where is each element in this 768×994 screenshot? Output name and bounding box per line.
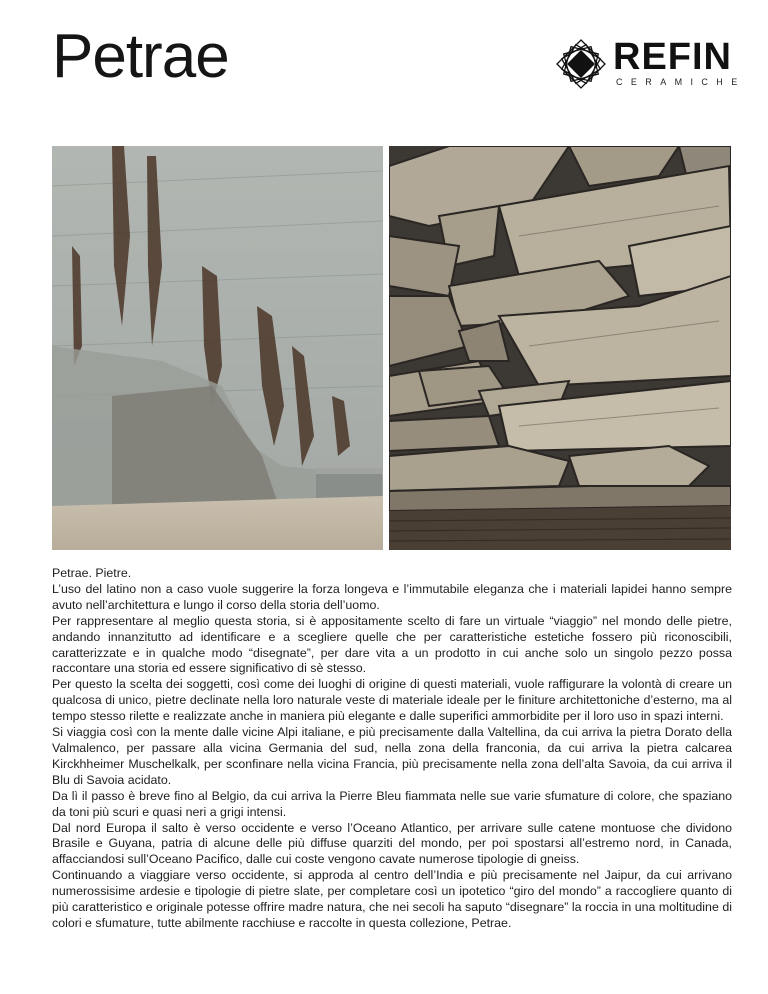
refin-diamond-icon bbox=[555, 38, 607, 90]
intro-line: Petrae. Pietre. bbox=[52, 566, 132, 580]
paragraph-2: Per rappresentare al meglio questa storia, si è appositamente scelto di fare un virtuale “viaggio” nel mondo delle pietre, andando innanzitutto ad identificare e a scegliere quelle che per caratteristiche estetiche fossero più riconoscibili, caratterizzate e in qualche modo “disegnate”, per dare vita a un prodotto in cui anche solo un singolo pezzo possa raccontare una storia ed essere significativo di sè stesso. bbox=[52, 613, 732, 676]
stacked-slate-stones-photo bbox=[389, 146, 731, 550]
article-body bbox=[52, 566, 732, 932]
marble-quarry-photo bbox=[52, 146, 383, 550]
logo-subtitle: CERAMICHE bbox=[616, 77, 746, 87]
paragraph-5: Da lì il passo è breve fino al Belgio, da cui arriva la Pierre Bleu fiammata nelle sue varie sfumature di colore, che spaziano da toni più scuri e quasi neri a grigi intensi. bbox=[52, 788, 732, 819]
paragraph-4: Si viaggia così con la mente dalle vicine Alpi italiane, e più precisamente dalla Valtellina, da cui arriva la pietra Dorato della Valmalenco, per passare alla vicina Germania del sud, nella zona della franconia, da cui arriva la pietra calcarea Kirckhheimer Muschelkalk, per sconfinare nella vicina Francia, più precisamente nella zona dell’alta Savoia, da cui arriva il Blu di Savoia acidato. bbox=[52, 725, 732, 787]
logo-wordmark: REFIN bbox=[613, 36, 732, 78]
paragraph-3: Per questo la scelta dei soggetti, così come dei luoghi di origine di questi materiali, vuole raffigurare la volontà di creare un qualcosa di unico, pietre declinate nella loro naturale veste di materiale ideale per le finiture architettoniche d’esterno, ma al tempo stesso rilette e realizzate anche in maniera più elegante e dalle superifici ammorbidite per il loro uso in spazi interni. bbox=[52, 677, 732, 724]
refin-logo bbox=[555, 36, 746, 92]
paragraph-7: Continuando a viaggiare verso occidente, si approda al centro dell’India e più precisamente nel Jaipur, da cui arrivano numerossisime ardesie e tipologie di pietre slate, per completare così un ipotetico “giro del mondo” a raccogliere quanto di più caratteristico e originale potesse offrire madre natura, che nei secoli ha saputo “disegnare” la roccia in una moltitudine di colori e sfumature, tutte abilmente racchiuse e raccolte in questa collezione, Petrae. bbox=[52, 868, 732, 930]
page-title: Petrae bbox=[52, 22, 229, 91]
paragraph-6: Dal nord Europa il salto è verso occidente e verso l’Oceano Atlantico, per arrivare sulle catene montuose che dividono Brasile e Guyana, patria di alcune delle più diffuse quarziti del mondo, per poi spostarsi all’estremo nord, in Canada, affacciandosi sull’Oceano Pacifico, dalle cui coste vengono cavate numerose tipologie di gneiss. bbox=[52, 820, 732, 867]
paragraph-1: L’uso del latino non a caso vuole suggerire la forza longeva e l’immutabile eleganza che i materiali lapidei hanno sempre avuto nell’architettura e lungo il corso della storia dell’uomo. bbox=[52, 581, 732, 612]
